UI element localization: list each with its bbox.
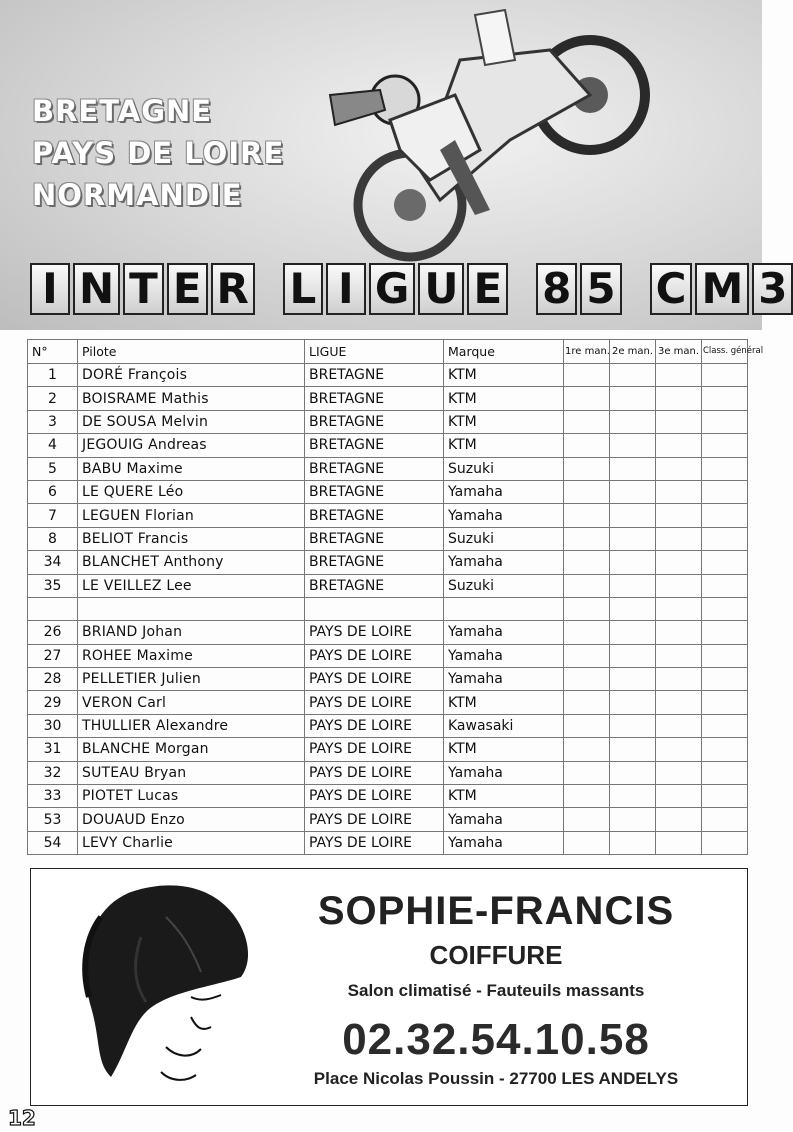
rider-league: BRETAGNE xyxy=(305,574,444,597)
heat-2-result-cell xyxy=(610,714,656,737)
table-row xyxy=(28,457,748,480)
rider-brand: KTM xyxy=(444,387,564,410)
rider-number: 3 xyxy=(28,410,78,433)
heat-1-result-cell xyxy=(564,785,610,808)
rider-number: 26 xyxy=(28,621,78,644)
rider-number: 6 xyxy=(28,480,78,503)
overall-result-cell xyxy=(702,504,748,527)
heat-1-result-cell xyxy=(564,551,610,574)
rider-brand: Yamaha xyxy=(444,831,564,854)
title-letter: L xyxy=(283,263,323,315)
heat-3-result-cell xyxy=(656,714,702,737)
rider-league: PAYS DE LOIRE xyxy=(305,691,444,714)
table-row xyxy=(28,808,748,831)
rider-number: 29 xyxy=(28,691,78,714)
rider-league: BRETAGNE xyxy=(305,364,444,387)
rider-number: 53 xyxy=(28,808,78,831)
heat-2-result-cell xyxy=(610,364,656,387)
rider-brand: Yamaha xyxy=(444,668,564,691)
column-header-number: N° xyxy=(28,340,78,364)
rider-number: 1 xyxy=(28,364,78,387)
rider-brand: Suzuki xyxy=(444,574,564,597)
rider-number: 28 xyxy=(28,668,78,691)
overall-result-cell xyxy=(702,761,748,784)
heat-3-result-cell xyxy=(656,761,702,784)
table-header-row xyxy=(28,340,748,364)
heat-2-result-cell xyxy=(610,785,656,808)
heat-3-result-cell xyxy=(656,387,702,410)
heat-2-result-cell xyxy=(610,808,656,831)
rider-name: BLANCHE Morgan xyxy=(78,738,305,761)
heat-1-result-cell xyxy=(564,621,610,644)
overall-result-cell xyxy=(702,551,748,574)
table-row xyxy=(28,364,748,387)
heat-3-result-cell xyxy=(656,691,702,714)
table-row xyxy=(28,504,748,527)
advert-text xyxy=(246,869,746,1089)
salon-address: Place Nicolas Poussin - 27700 LES ANDELYS xyxy=(313,1069,679,1088)
rider-league: BRETAGNE xyxy=(305,504,444,527)
overall-result-cell xyxy=(702,621,748,644)
heat-2-result-cell xyxy=(610,480,656,503)
table-row xyxy=(28,668,748,691)
salon-phone: 02.32.54.10.58 xyxy=(342,1015,650,1064)
rider-number: 31 xyxy=(28,738,78,761)
heat-3-result-cell xyxy=(656,457,702,480)
column-header-pilot: Pilote xyxy=(78,340,305,364)
region-name: NORMANDIE xyxy=(32,178,243,212)
heat-1-result-cell xyxy=(564,457,610,480)
table-row xyxy=(28,410,748,433)
salon-type: COIFFURE xyxy=(429,940,563,970)
heat-3-result-cell xyxy=(656,808,702,831)
heat-3-result-cell xyxy=(656,574,702,597)
rider-league: BRETAGNE xyxy=(305,410,444,433)
table-row xyxy=(28,831,748,854)
overall-result-cell xyxy=(702,738,748,761)
heat-2-result-cell xyxy=(610,738,656,761)
rider-brand: Yamaha xyxy=(444,621,564,644)
salon-features: Salon climatisé - Fauteuils massants xyxy=(347,981,645,1000)
rider-number: 54 xyxy=(28,831,78,854)
heat-1-result-cell xyxy=(564,410,610,433)
rider-brand: KTM xyxy=(444,434,564,457)
heat-2-result-cell xyxy=(610,504,656,527)
rider-number: 32 xyxy=(28,761,78,784)
overall-result-cell xyxy=(702,668,748,691)
rider-brand: Yamaha xyxy=(444,480,564,503)
rider-league: PAYS DE LOIRE xyxy=(305,785,444,808)
heat-2-result-cell xyxy=(610,668,656,691)
table-row xyxy=(28,785,748,808)
heat-2-result-cell xyxy=(610,691,656,714)
heat-2-result-cell xyxy=(610,621,656,644)
overall-result-cell xyxy=(702,691,748,714)
heat-3-result-cell xyxy=(656,551,702,574)
rider-league: BRETAGNE xyxy=(305,457,444,480)
page-number: 12 xyxy=(8,1106,36,1130)
title-letter: 5 xyxy=(580,263,621,315)
heat-2-result-cell xyxy=(610,457,656,480)
title-letter: N xyxy=(73,263,120,315)
rider-name: LE VEILLEZ Lee xyxy=(78,574,305,597)
heat-1-result-cell xyxy=(564,808,610,831)
heat-1-result-cell xyxy=(564,387,610,410)
heat-3-result-cell xyxy=(656,668,702,691)
heat-2-result-cell xyxy=(610,574,656,597)
title-letter: E xyxy=(467,263,508,315)
rider-league: BRETAGNE xyxy=(305,387,444,410)
rider-brand: Yamaha xyxy=(444,761,564,784)
rider-name: BLANCHET Anthony xyxy=(78,551,305,574)
rider-league: PAYS DE LOIRE xyxy=(305,761,444,784)
title-letter: E xyxy=(167,263,208,315)
rider-brand: Suzuki xyxy=(444,457,564,480)
heat-2-result-cell xyxy=(610,644,656,667)
table-row xyxy=(28,714,748,737)
rider-number: 27 xyxy=(28,644,78,667)
rider-brand: Yamaha xyxy=(444,808,564,831)
rider-name: LE QUERE Léo xyxy=(78,480,305,503)
results-table-container xyxy=(27,339,764,855)
heat-2-result-cell xyxy=(610,410,656,433)
salon-name: SOPHIE-FRANCIS xyxy=(317,889,675,933)
rider-league: PAYS DE LOIRE xyxy=(305,738,444,761)
regions-list xyxy=(32,90,284,216)
title-word-85 xyxy=(536,263,621,323)
rider-name: SUTEAU Bryan xyxy=(78,761,305,784)
heat-3-result-cell xyxy=(656,785,702,808)
overall-result-cell xyxy=(702,714,748,737)
overall-result-cell xyxy=(702,387,748,410)
rider-brand: Kawasaki xyxy=(444,714,564,737)
heat-3-result-cell xyxy=(656,738,702,761)
table-row xyxy=(28,387,748,410)
rider-league: BRETAGNE xyxy=(305,480,444,503)
results-table xyxy=(27,339,764,855)
rider-league: PAYS DE LOIRE xyxy=(305,621,444,644)
heat-3-result-cell xyxy=(656,480,702,503)
spacer-row xyxy=(28,597,748,620)
rider-brand: KTM xyxy=(444,738,564,761)
heat-3-result-cell xyxy=(656,621,702,644)
heat-2-result-cell xyxy=(610,831,656,854)
title-word-inter xyxy=(30,263,255,323)
table-row xyxy=(28,691,748,714)
heat-1-result-cell xyxy=(564,434,610,457)
rider-name: BOISRAME Mathis xyxy=(78,387,305,410)
overall-result-cell xyxy=(702,808,748,831)
title-letter: R xyxy=(211,263,255,315)
rider-brand: Suzuki xyxy=(444,527,564,550)
rider-league: PAYS DE LOIRE xyxy=(305,714,444,737)
table-row xyxy=(28,621,748,644)
heat-1-result-cell xyxy=(564,668,610,691)
heat-1-result-cell xyxy=(564,831,610,854)
table-row xyxy=(28,480,748,503)
header-banner xyxy=(0,0,788,330)
heat-1-result-cell xyxy=(564,738,610,761)
rider-number: 4 xyxy=(28,434,78,457)
heat-1-result-cell xyxy=(564,574,610,597)
rider-number: 34 xyxy=(28,551,78,574)
overall-result-cell xyxy=(702,480,748,503)
heat-3-result-cell xyxy=(656,831,702,854)
rider-number: 33 xyxy=(28,785,78,808)
rider-name: THULLIER Alexandre xyxy=(78,714,305,737)
title-letter: U xyxy=(418,263,464,315)
title-letter: M xyxy=(695,263,749,315)
overall-result-cell xyxy=(702,457,748,480)
title-letter: C xyxy=(650,263,693,315)
heat-2-result-cell xyxy=(610,551,656,574)
overall-result-cell xyxy=(702,574,748,597)
column-header-heat-1: 1re man. xyxy=(564,340,610,364)
heat-1-result-cell xyxy=(564,691,610,714)
table-group-pays-de-loire xyxy=(28,621,748,855)
overall-result-cell xyxy=(702,527,748,550)
column-header-heat-2: 2e man. xyxy=(610,340,656,364)
rider-number: 5 xyxy=(28,457,78,480)
rider-brand: Yamaha xyxy=(444,504,564,527)
heat-2-result-cell xyxy=(610,761,656,784)
heat-1-result-cell xyxy=(564,714,610,737)
rider-name: PELLETIER Julien xyxy=(78,668,305,691)
rider-brand: Yamaha xyxy=(444,644,564,667)
rider-name: BABU Maxime xyxy=(78,457,305,480)
rider-brand: Yamaha xyxy=(444,551,564,574)
rider-name: BRIAND Johan xyxy=(78,621,305,644)
column-header-overall: Class. général xyxy=(702,340,748,364)
rider-brand: KTM xyxy=(444,785,564,808)
rider-name: BELIOT Francis xyxy=(78,527,305,550)
rider-brand: KTM xyxy=(444,691,564,714)
heat-1-result-cell xyxy=(564,480,610,503)
heat-2-result-cell xyxy=(610,527,656,550)
heat-1-result-cell xyxy=(564,504,610,527)
rider-number: 35 xyxy=(28,574,78,597)
overall-result-cell xyxy=(702,434,748,457)
title-word-ligue xyxy=(283,263,508,323)
rider-number: 2 xyxy=(28,387,78,410)
rider-number: 8 xyxy=(28,527,78,550)
rider-name: DOUAUD Enzo xyxy=(78,808,305,831)
title-word-cm3 xyxy=(650,263,793,323)
column-header-brand: Marque xyxy=(444,340,564,364)
rider-league: PAYS DE LOIRE xyxy=(305,808,444,831)
heat-1-result-cell xyxy=(564,761,610,784)
rider-number: 7 xyxy=(28,504,78,527)
title-letter: I xyxy=(326,263,366,315)
overall-result-cell xyxy=(702,644,748,667)
table-row xyxy=(28,761,748,784)
rider-number: 30 xyxy=(28,714,78,737)
heat-2-result-cell xyxy=(610,387,656,410)
region-name: PAYS DE LOIRE xyxy=(32,136,285,170)
heat-3-result-cell xyxy=(656,504,702,527)
rider-name: VERON Carl xyxy=(78,691,305,714)
heat-3-result-cell xyxy=(656,644,702,667)
heat-3-result-cell xyxy=(656,410,702,433)
column-header-league: LIGUE xyxy=(305,340,444,364)
heat-3-result-cell xyxy=(656,527,702,550)
rider-league: BRETAGNE xyxy=(305,551,444,574)
overall-result-cell xyxy=(702,831,748,854)
heat-3-result-cell xyxy=(656,434,702,457)
heat-2-result-cell xyxy=(610,434,656,457)
rider-league: PAYS DE LOIRE xyxy=(305,831,444,854)
heat-1-result-cell xyxy=(564,527,610,550)
overall-result-cell xyxy=(702,785,748,808)
motocross-jump-illustration xyxy=(290,0,690,280)
rider-name: PIOTET Lucas xyxy=(78,785,305,808)
rider-brand: KTM xyxy=(444,364,564,387)
title-letter: G xyxy=(369,263,415,315)
title-letter: T xyxy=(123,263,164,315)
table-row xyxy=(28,574,748,597)
rider-name: DORÉ François xyxy=(78,364,305,387)
rider-name: LEVY Charlie xyxy=(78,831,305,854)
hairdresser-portrait-illustration xyxy=(71,877,271,1102)
table-group-bretagne xyxy=(28,364,748,598)
heat-3-result-cell xyxy=(656,364,702,387)
region-name: BRETAGNE xyxy=(32,94,213,128)
heat-1-result-cell xyxy=(564,644,610,667)
heat-1-result-cell xyxy=(564,364,610,387)
table-spacer xyxy=(28,597,748,620)
rider-league: BRETAGNE xyxy=(305,527,444,550)
event-title xyxy=(30,263,788,323)
column-header-heat-3: 3e man. xyxy=(656,340,702,364)
table-row xyxy=(28,527,748,550)
rider-name: LEGUEN Florian xyxy=(78,504,305,527)
rider-name: ROHEE Maxime xyxy=(78,644,305,667)
title-letter: 3 xyxy=(752,263,793,315)
title-letter: 8 xyxy=(536,263,577,315)
table-row xyxy=(28,738,748,761)
rider-brand: KTM xyxy=(444,410,564,433)
table-row xyxy=(28,551,748,574)
advertisement xyxy=(30,868,748,1106)
rider-league: BRETAGNE xyxy=(305,434,444,457)
title-letter: I xyxy=(30,263,70,315)
rider-league: PAYS DE LOIRE xyxy=(305,644,444,667)
overall-result-cell xyxy=(702,410,748,433)
rider-name: JEGOUIG Andreas xyxy=(78,434,305,457)
rider-league: PAYS DE LOIRE xyxy=(305,668,444,691)
overall-result-cell xyxy=(702,364,748,387)
rider-name: DE SOUSA Melvin xyxy=(78,410,305,433)
table-row xyxy=(28,644,748,667)
table-row xyxy=(28,434,748,457)
